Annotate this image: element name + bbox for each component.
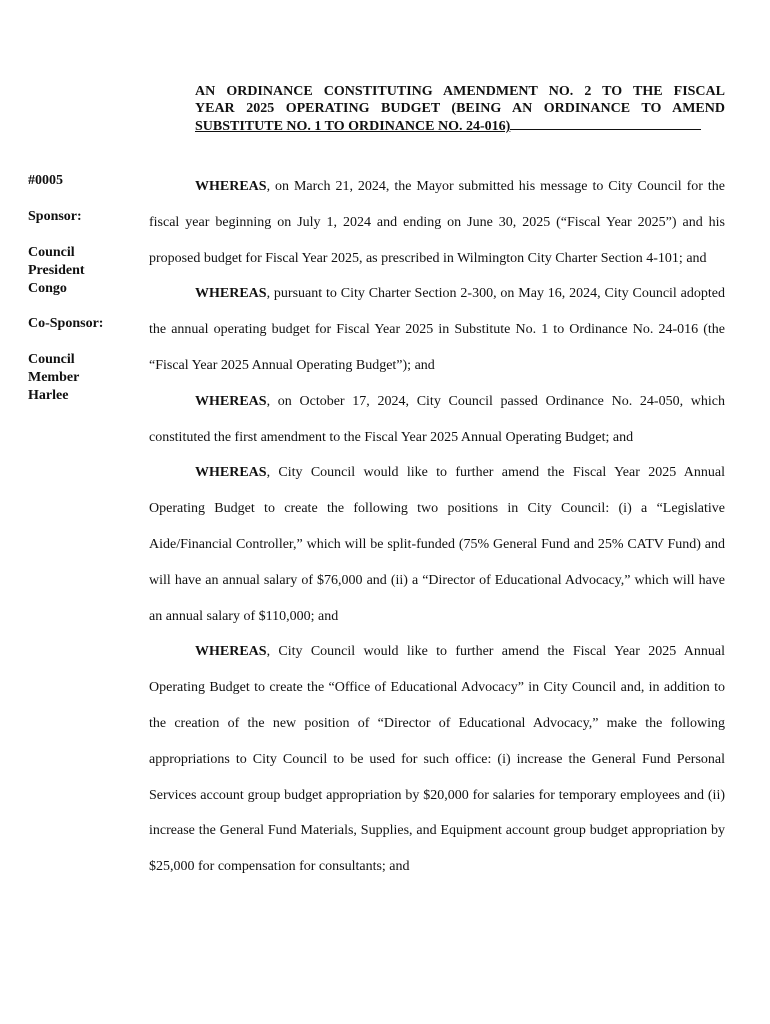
whereas-paragraph [149, 276, 725, 383]
whereas-lead: WHEREAS [195, 179, 267, 194]
ordinance-number: #0005 [28, 173, 63, 188]
whereas-paragraph [149, 634, 725, 885]
whereas-lead: WHEREAS [195, 286, 267, 302]
title-line-1: AN ORDINANCE CONSTITUTING AMENDMENT NO. 2 TO THE FISCAL [195, 84, 725, 99]
paragraph-text: , on October 17, 2024, City Council passed Ordinance No. 24-050, which constituted the first amendment to the Fiscal Year 2025 Annual Operating Budget; and [149, 393, 725, 445]
sponsor-name-line: Council [28, 245, 75, 260]
title-line-3-text: SUBSTITUTE NO. 1 TO ORDINANCE NO. 24-016) [195, 119, 511, 134]
paragraph-text: , City Council would like to further amend the Fiscal Year 2025 Annual Operating Budget to create the “Office of Educational Advocacy” in City Council and, in addition to the creation of the new position of “Director of Educational Advocacy,” make the following appropriations to City Council to be used for such office: (i) increase the General Fund Personal Services account group budget appropriation by $20,000 for salaries for temporary employees and (ii) increase the General Fund Materials, Supplies, and Equipment account group budget appropriation by $25,000 for compensation for consultants; and [149, 644, 725, 875]
cosponsor-name-line: Council [28, 352, 75, 367]
sponsor-label: Sponsor: [28, 209, 82, 224]
whereas-lead: WHEREAS [195, 393, 267, 409]
title-line-3 [195, 117, 725, 136]
whereas-paragraph [149, 169, 725, 276]
cosponsor-name [28, 351, 128, 405]
cosponsor-name-line: Member [28, 370, 80, 385]
whereas-paragraph [149, 384, 725, 456]
paragraph-text: , City Council would like to further amend the Fiscal Year 2025 Annual Operating Budget to create the following two positions in City Council: (i) a “Legislative Aide/Financial Controller,” which will be split-funded (75% General Fund and 25% CATV Fund) and will have an annual salary of $76,000 and (ii) a “Director of Educational Advocacy,” which will have an annual salary of $110,000; and [149, 465, 725, 624]
cosponsor-label: Co-Sponsor: [28, 316, 104, 331]
sponsor-name-line: Congo [28, 281, 67, 296]
sponsor-name [28, 244, 128, 298]
whereas-paragraph [149, 455, 725, 634]
cosponsor-name-line: Harlee [28, 388, 69, 403]
title-underline [510, 117, 701, 130]
title-line-2: YEAR 2025 OPERATING BUDGET (BEING AN ORDINANCE TO AMEND [195, 100, 725, 116]
ordinance-body [149, 169, 725, 885]
whereas-lead: WHEREAS [195, 465, 267, 481]
paragraph-text: , on March 21, 2024, the Mayor submitted his message to City Council for the fiscal year beginning on July 1, 2024 and ending on June 30, 2025 (“Fiscal Year 2025”) and his proposed budget for Fiscal Year 2025, as prescribed in Wilmington City Charter Section 4-101; and [149, 179, 725, 266]
sponsor-name-line: President [28, 263, 85, 278]
ordinance-title [195, 84, 725, 136]
whereas-lead: WHEREAS [195, 644, 267, 660]
paragraph-text: , pursuant to City Charter Section 2-300, on May 16, 2024, City Council adopted the annual operating budget for Fiscal Year 2025 in Substitute No. 1 to Ordinance No. 24-016 (the “Fiscal Year 2025 Annual Operating Budget”); and [149, 286, 725, 373]
